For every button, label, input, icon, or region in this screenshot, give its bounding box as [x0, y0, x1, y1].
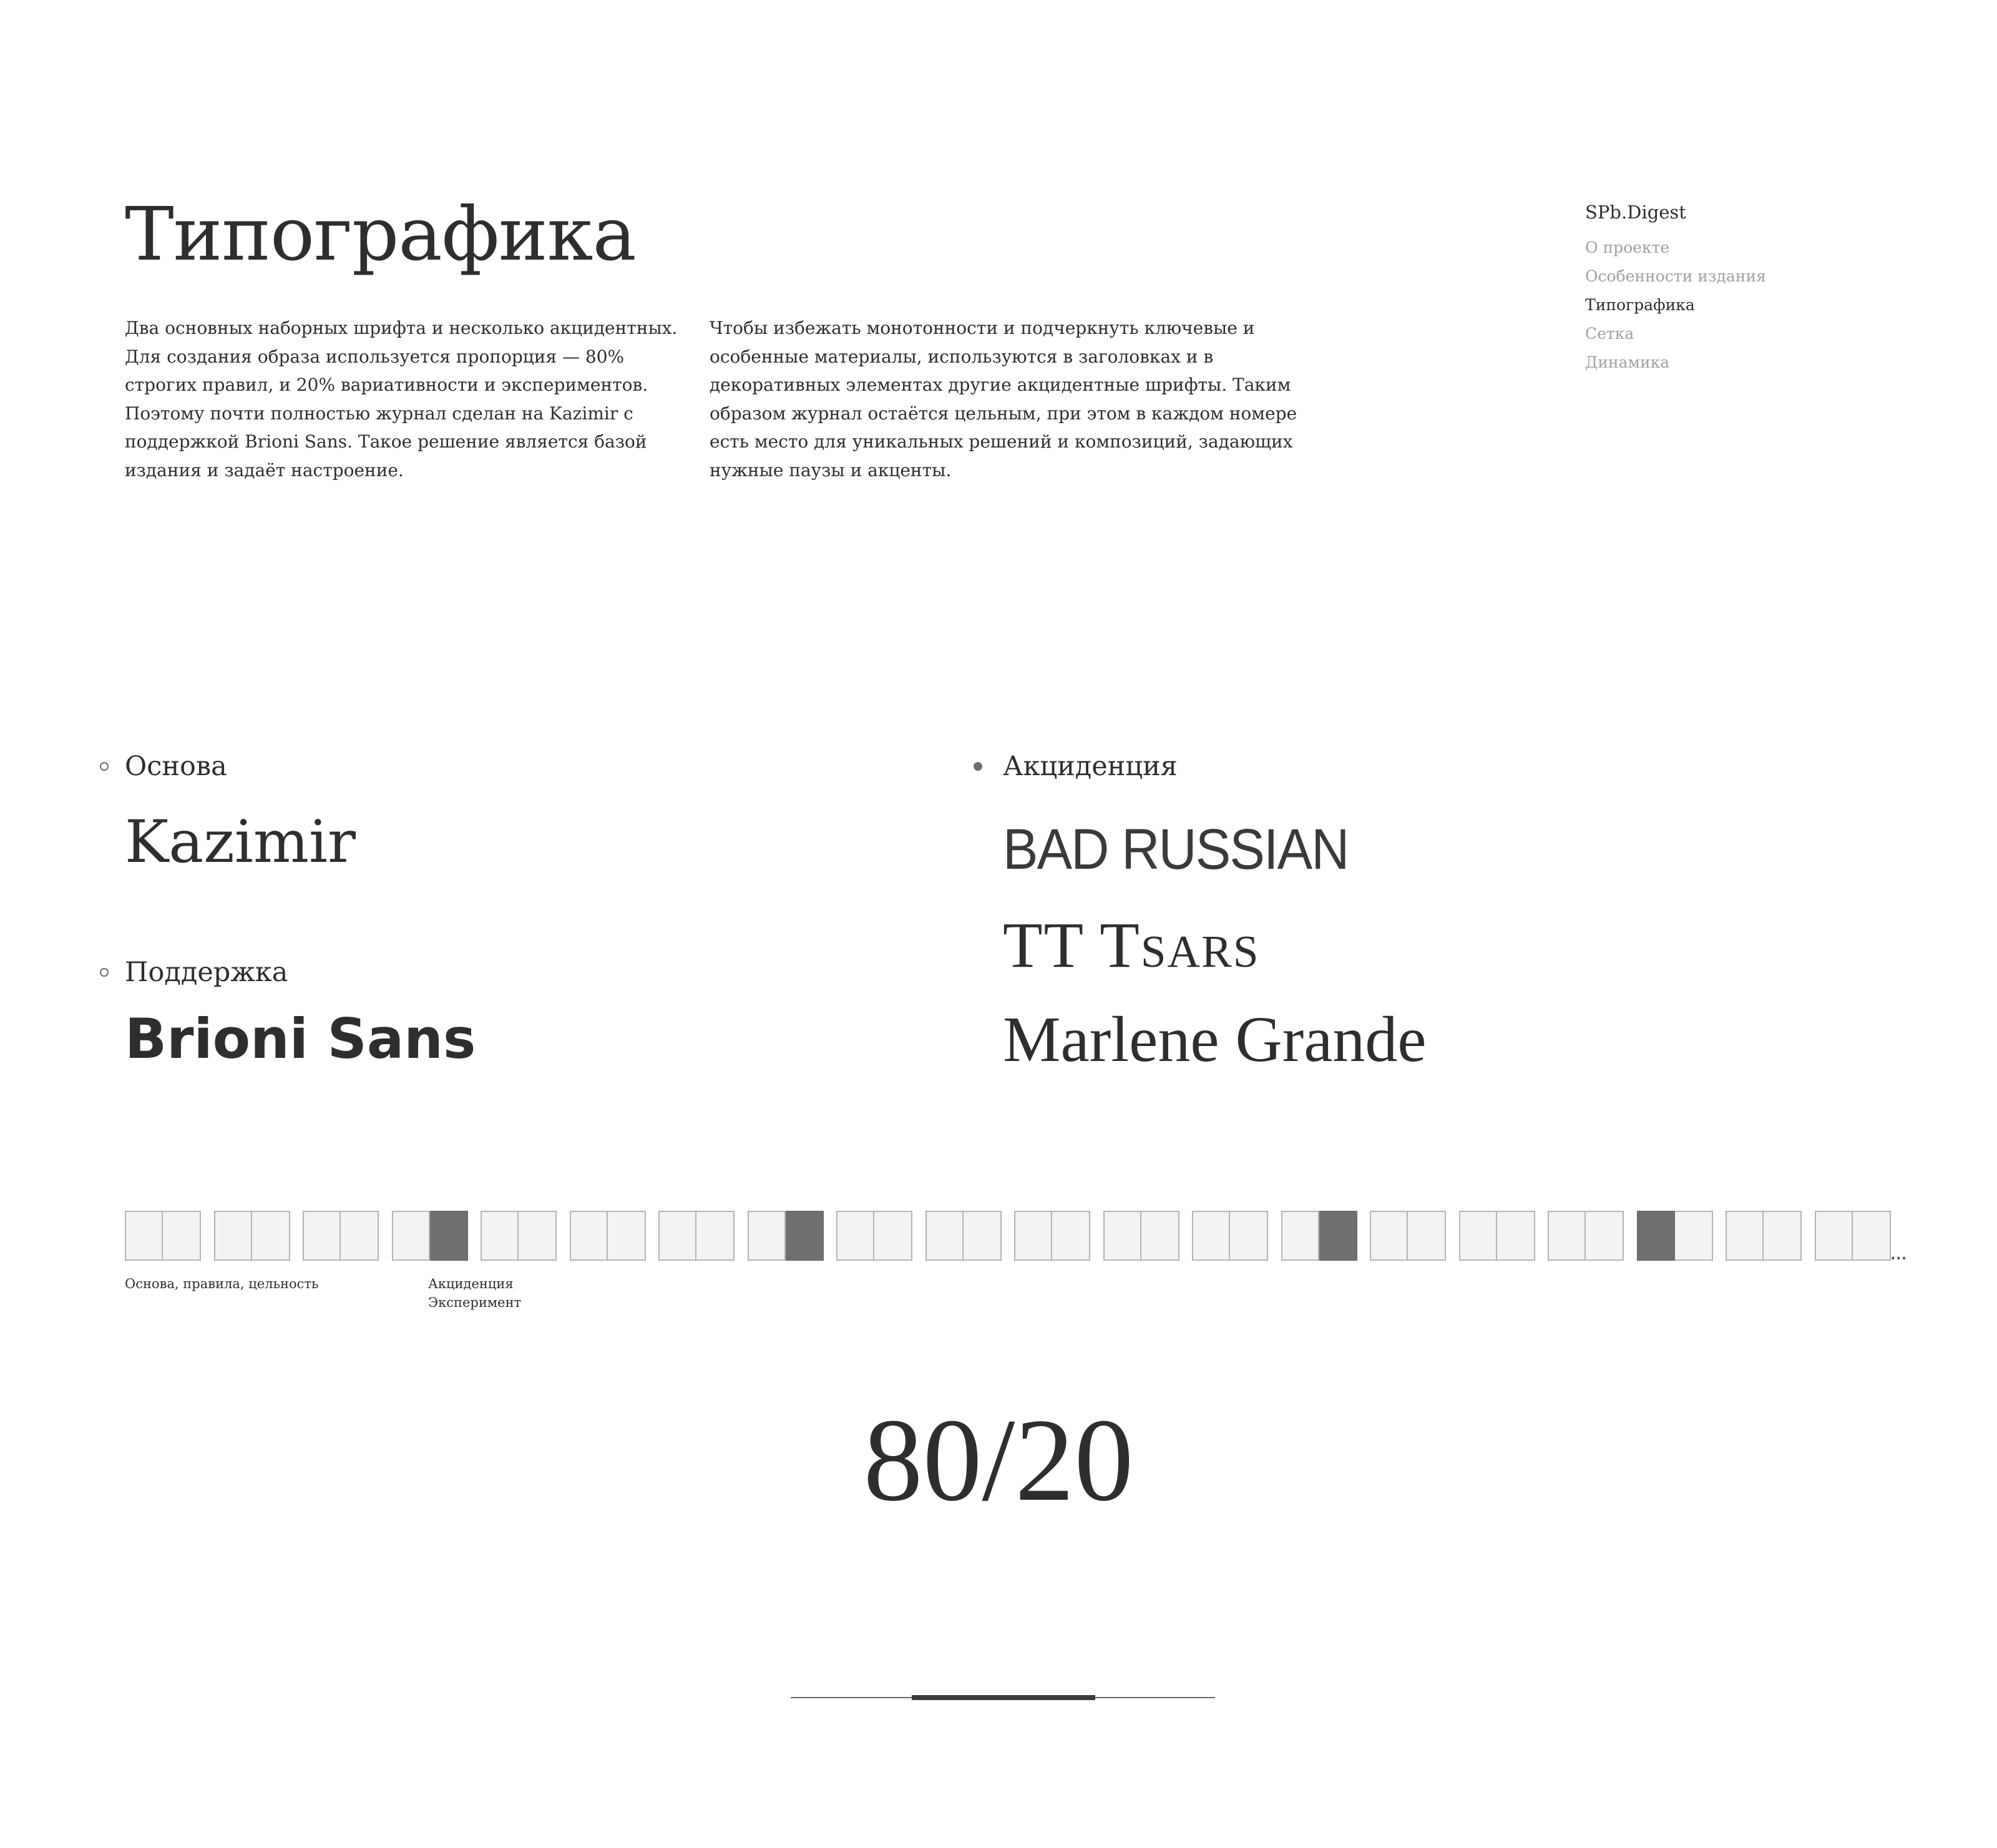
grid-pair	[1192, 1211, 1268, 1261]
grid-cell-base	[925, 1211, 964, 1261]
grid-cell-accent	[786, 1211, 824, 1261]
grid-pair	[125, 1211, 201, 1261]
page-title: Типографика	[125, 191, 636, 277]
grid-cell-base	[1586, 1211, 1624, 1261]
grid-cell-base	[214, 1211, 252, 1261]
support-bullet-icon	[100, 968, 109, 977]
legend-accent-line1: Акциденция	[428, 1276, 514, 1291]
grid-cell-base	[1052, 1211, 1090, 1261]
grid-cell-base	[341, 1211, 379, 1261]
grid-pair	[1815, 1211, 1891, 1261]
grid-pair	[570, 1211, 646, 1261]
grid-cell-base	[163, 1211, 201, 1261]
grid-pair	[1726, 1211, 1802, 1261]
section-nav	[1585, 200, 1766, 377]
grid-cell-base	[519, 1211, 557, 1261]
font-tt-tsars-sample	[1003, 908, 1259, 983]
grid-cell-base	[1281, 1211, 1319, 1261]
grid-cell-base	[252, 1211, 290, 1261]
intro-paragraph-1: Два основных наборных шрифта и несколько акцидентных. Для создания образа используется пропорция — 80% строгих правил, и 20% вариативности и экспериментов. Поэтому почти полностью журнал сделан на Kazimir с поддержкой Brioni Sans. Такое решение является базой издания и задаёт настроение.	[125, 318, 678, 481]
grid-pair	[748, 1211, 824, 1261]
grid-pair	[1548, 1211, 1624, 1261]
grid-cell-base	[964, 1211, 1002, 1261]
grid-cell-base	[1103, 1211, 1141, 1261]
intro-paragraph-2: Чтобы избежать монотонности и подчеркнуть ключевые и особенные материалы, используются в заголовках и в декоративных элементах другие акцидентные шрифты. Таким образом журнал остаётся цельным, при этом в каждом номере есть место для уникальных решений и композиций, задающих нужные паузы и акценты.	[710, 318, 1297, 481]
brand-link[interactable]: SPb.Digest	[1585, 202, 1686, 223]
nav-item-features[interactable]: Особенности издания	[1585, 267, 1766, 285]
font-bad-russian-sample: BAD RUSSIAN	[1003, 818, 1349, 881]
grid-cell-base	[1459, 1211, 1497, 1261]
grid-cell-base	[696, 1211, 735, 1261]
grid-pair	[214, 1211, 290, 1261]
grid-pair	[1370, 1211, 1446, 1261]
tt-tsars-cap: T	[1100, 909, 1141, 981]
grid-cell-base	[1815, 1211, 1853, 1261]
grid-cell-accent	[430, 1211, 468, 1261]
grid-cell-base	[570, 1211, 608, 1261]
ratio-display: 80/20	[863, 1395, 1134, 1526]
grid-cell-base	[1853, 1211, 1891, 1261]
grid-cell-base	[1497, 1211, 1535, 1261]
accent-bullet-icon	[974, 762, 982, 771]
tt-tsars-rest: sars	[1140, 909, 1260, 981]
legend-base: Основа, правила, цельность	[125, 1276, 319, 1291]
base-bullet-icon	[100, 762, 109, 771]
base-label: Основа	[125, 751, 227, 782]
support-label: Поддержка	[125, 957, 288, 988]
grid-cell-base	[1548, 1211, 1586, 1261]
grid-cell-base	[481, 1211, 519, 1261]
grid-cell-base	[1230, 1211, 1268, 1261]
grid-cell-base	[1675, 1211, 1713, 1261]
grid-cell-accent	[1637, 1211, 1675, 1261]
font-kazimir-sample: Kazimir	[125, 808, 356, 876]
grid-pair	[1281, 1211, 1357, 1261]
tt-tsars-prefix: TT	[1003, 909, 1100, 981]
grid-cell-base	[1764, 1211, 1802, 1261]
font-brioni-sample: Brioni Sans	[125, 1007, 476, 1071]
font-marlene-grande-sample: Marlene Grande	[1003, 1004, 1427, 1075]
nav-item-typography[interactable]: Типографика	[1585, 296, 1695, 314]
grid-pair	[1459, 1211, 1535, 1261]
grid-cell-base	[608, 1211, 646, 1261]
grid-cell-base	[748, 1211, 786, 1261]
nav-item-about[interactable]: О проекте	[1585, 238, 1670, 257]
grid-cell-base	[836, 1211, 874, 1261]
grid-pair	[925, 1211, 1002, 1261]
grid-cell-base	[1141, 1211, 1179, 1261]
grid-pair	[658, 1211, 735, 1261]
legend-accent-line2: Эксперимент	[428, 1295, 522, 1310]
grid-cell-base	[874, 1211, 912, 1261]
nav-item-dynamics[interactable]: Динамика	[1585, 353, 1670, 371]
nav-list	[1585, 233, 1766, 377]
grid-pair	[1014, 1211, 1090, 1261]
grid-cell-accent	[1319, 1211, 1357, 1261]
more-dots-icon: ...	[1890, 1240, 1907, 1265]
grid-pair	[836, 1211, 912, 1261]
grid-pair	[481, 1211, 557, 1261]
accent-label: Акциденция	[1003, 751, 1178, 782]
grid-pair	[392, 1211, 468, 1261]
grid-cell-base	[1408, 1211, 1446, 1261]
grid-cell-base	[392, 1211, 430, 1261]
grid-pair	[1103, 1211, 1179, 1261]
scroll-thumb[interactable]	[912, 1695, 1095, 1700]
grid-cell-base	[1370, 1211, 1408, 1261]
nav-item-grid[interactable]: Сетка	[1585, 325, 1634, 343]
grid-cell-base	[1726, 1211, 1764, 1261]
grid-cell-base	[303, 1211, 341, 1261]
grid-pair	[303, 1211, 379, 1261]
grid-cell-base	[1192, 1211, 1230, 1261]
grid-pair	[1637, 1211, 1713, 1261]
grid-cell-base	[1014, 1211, 1052, 1261]
grid-cell-base	[658, 1211, 696, 1261]
grid-cell-base	[125, 1211, 163, 1261]
